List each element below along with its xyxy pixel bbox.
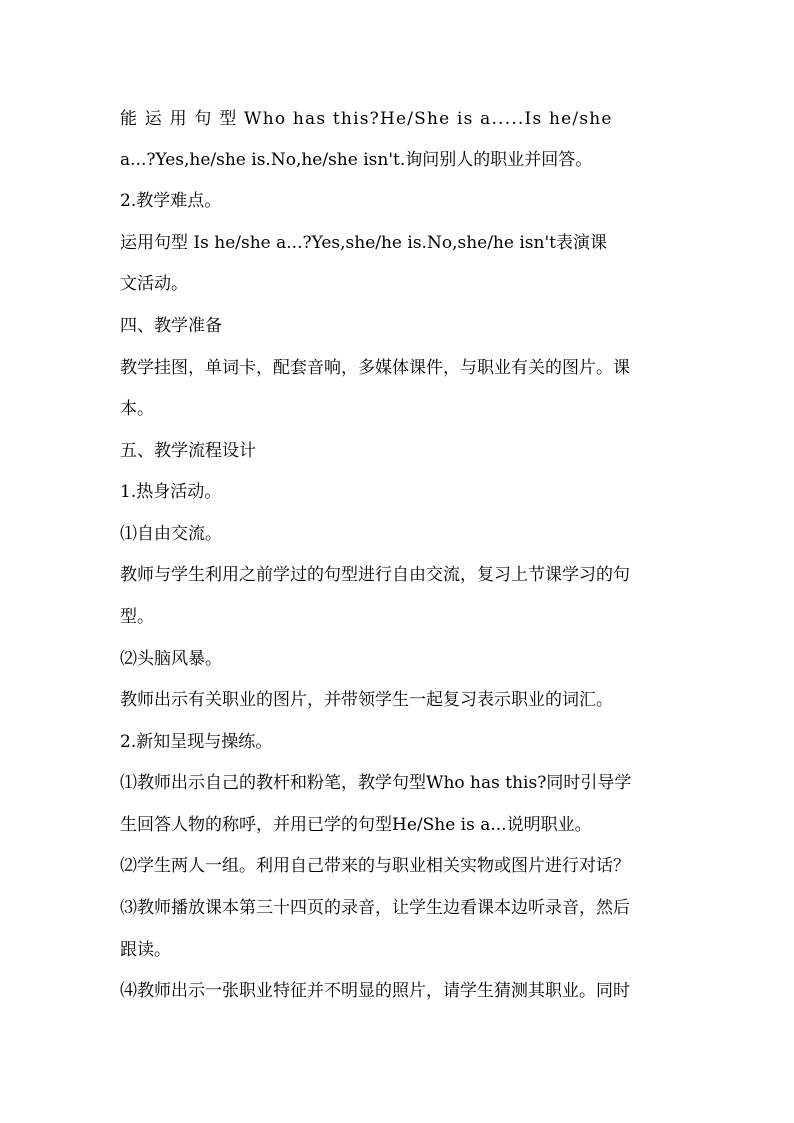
text-line: 本。 (120, 399, 154, 419)
text-line: 跟读。 (120, 940, 171, 960)
list-item: ⑵学生两人一组。利用自己带来的与职业相关实物或图片进行对话？ (120, 856, 630, 876)
list-item: ⑷教师出示一张职业特征并不明显的照片，请学生猜测其职业。同时 (120, 981, 630, 1001)
list-item: ⑴教师出示自己的教杆和粉笔，教学句型Who has this?同时引导学 (120, 773, 632, 793)
text-line: 教学挂图，单词卡，配套音响，多媒体课件，与职业有关的图片。课 (120, 358, 630, 378)
text-line: 生回答人物的称呼，并用已学的句型He/She is a...说明职业。 (120, 815, 592, 835)
text-line: 教师出示有关职业的图片，并带领学生一起复习表示职业的词汇。 (120, 690, 613, 710)
text-line: 能 运 用 句 型 Who has this?He/She is a.....Is he/she (120, 109, 613, 129)
text-line: 文活动。 (120, 274, 188, 294)
text-line: 教师与学生利用之前学过的句型进行自由交流，复习上节课学习的句 (120, 565, 630, 585)
list-item: ⑵头脑风暴。 (120, 649, 222, 669)
section-heading: 四、教学准备 (120, 316, 222, 336)
section-heading: 2.教学难点。 (120, 191, 222, 211)
list-item: ⑴自由交流。 (120, 524, 222, 544)
subsection-heading: 1.热身活动。 (120, 482, 222, 502)
text-line: a...?Yes,he/she is.No,he/she isn't.询问别人的职业并回答。 (120, 150, 593, 170)
text-line: 型。 (120, 607, 154, 627)
text-line: 运用句型 Is he/she a...?Yes,she/he is.No,she/he isn't表演课 (120, 233, 607, 253)
list-item: ⑶教师播放课本第三十四页的录音，让学生边看课本边听录音，然后 (120, 898, 630, 918)
subsection-heading: 2.新知呈现与操练。 (120, 732, 273, 752)
section-heading: 五、教学流程设计 (120, 441, 256, 461)
